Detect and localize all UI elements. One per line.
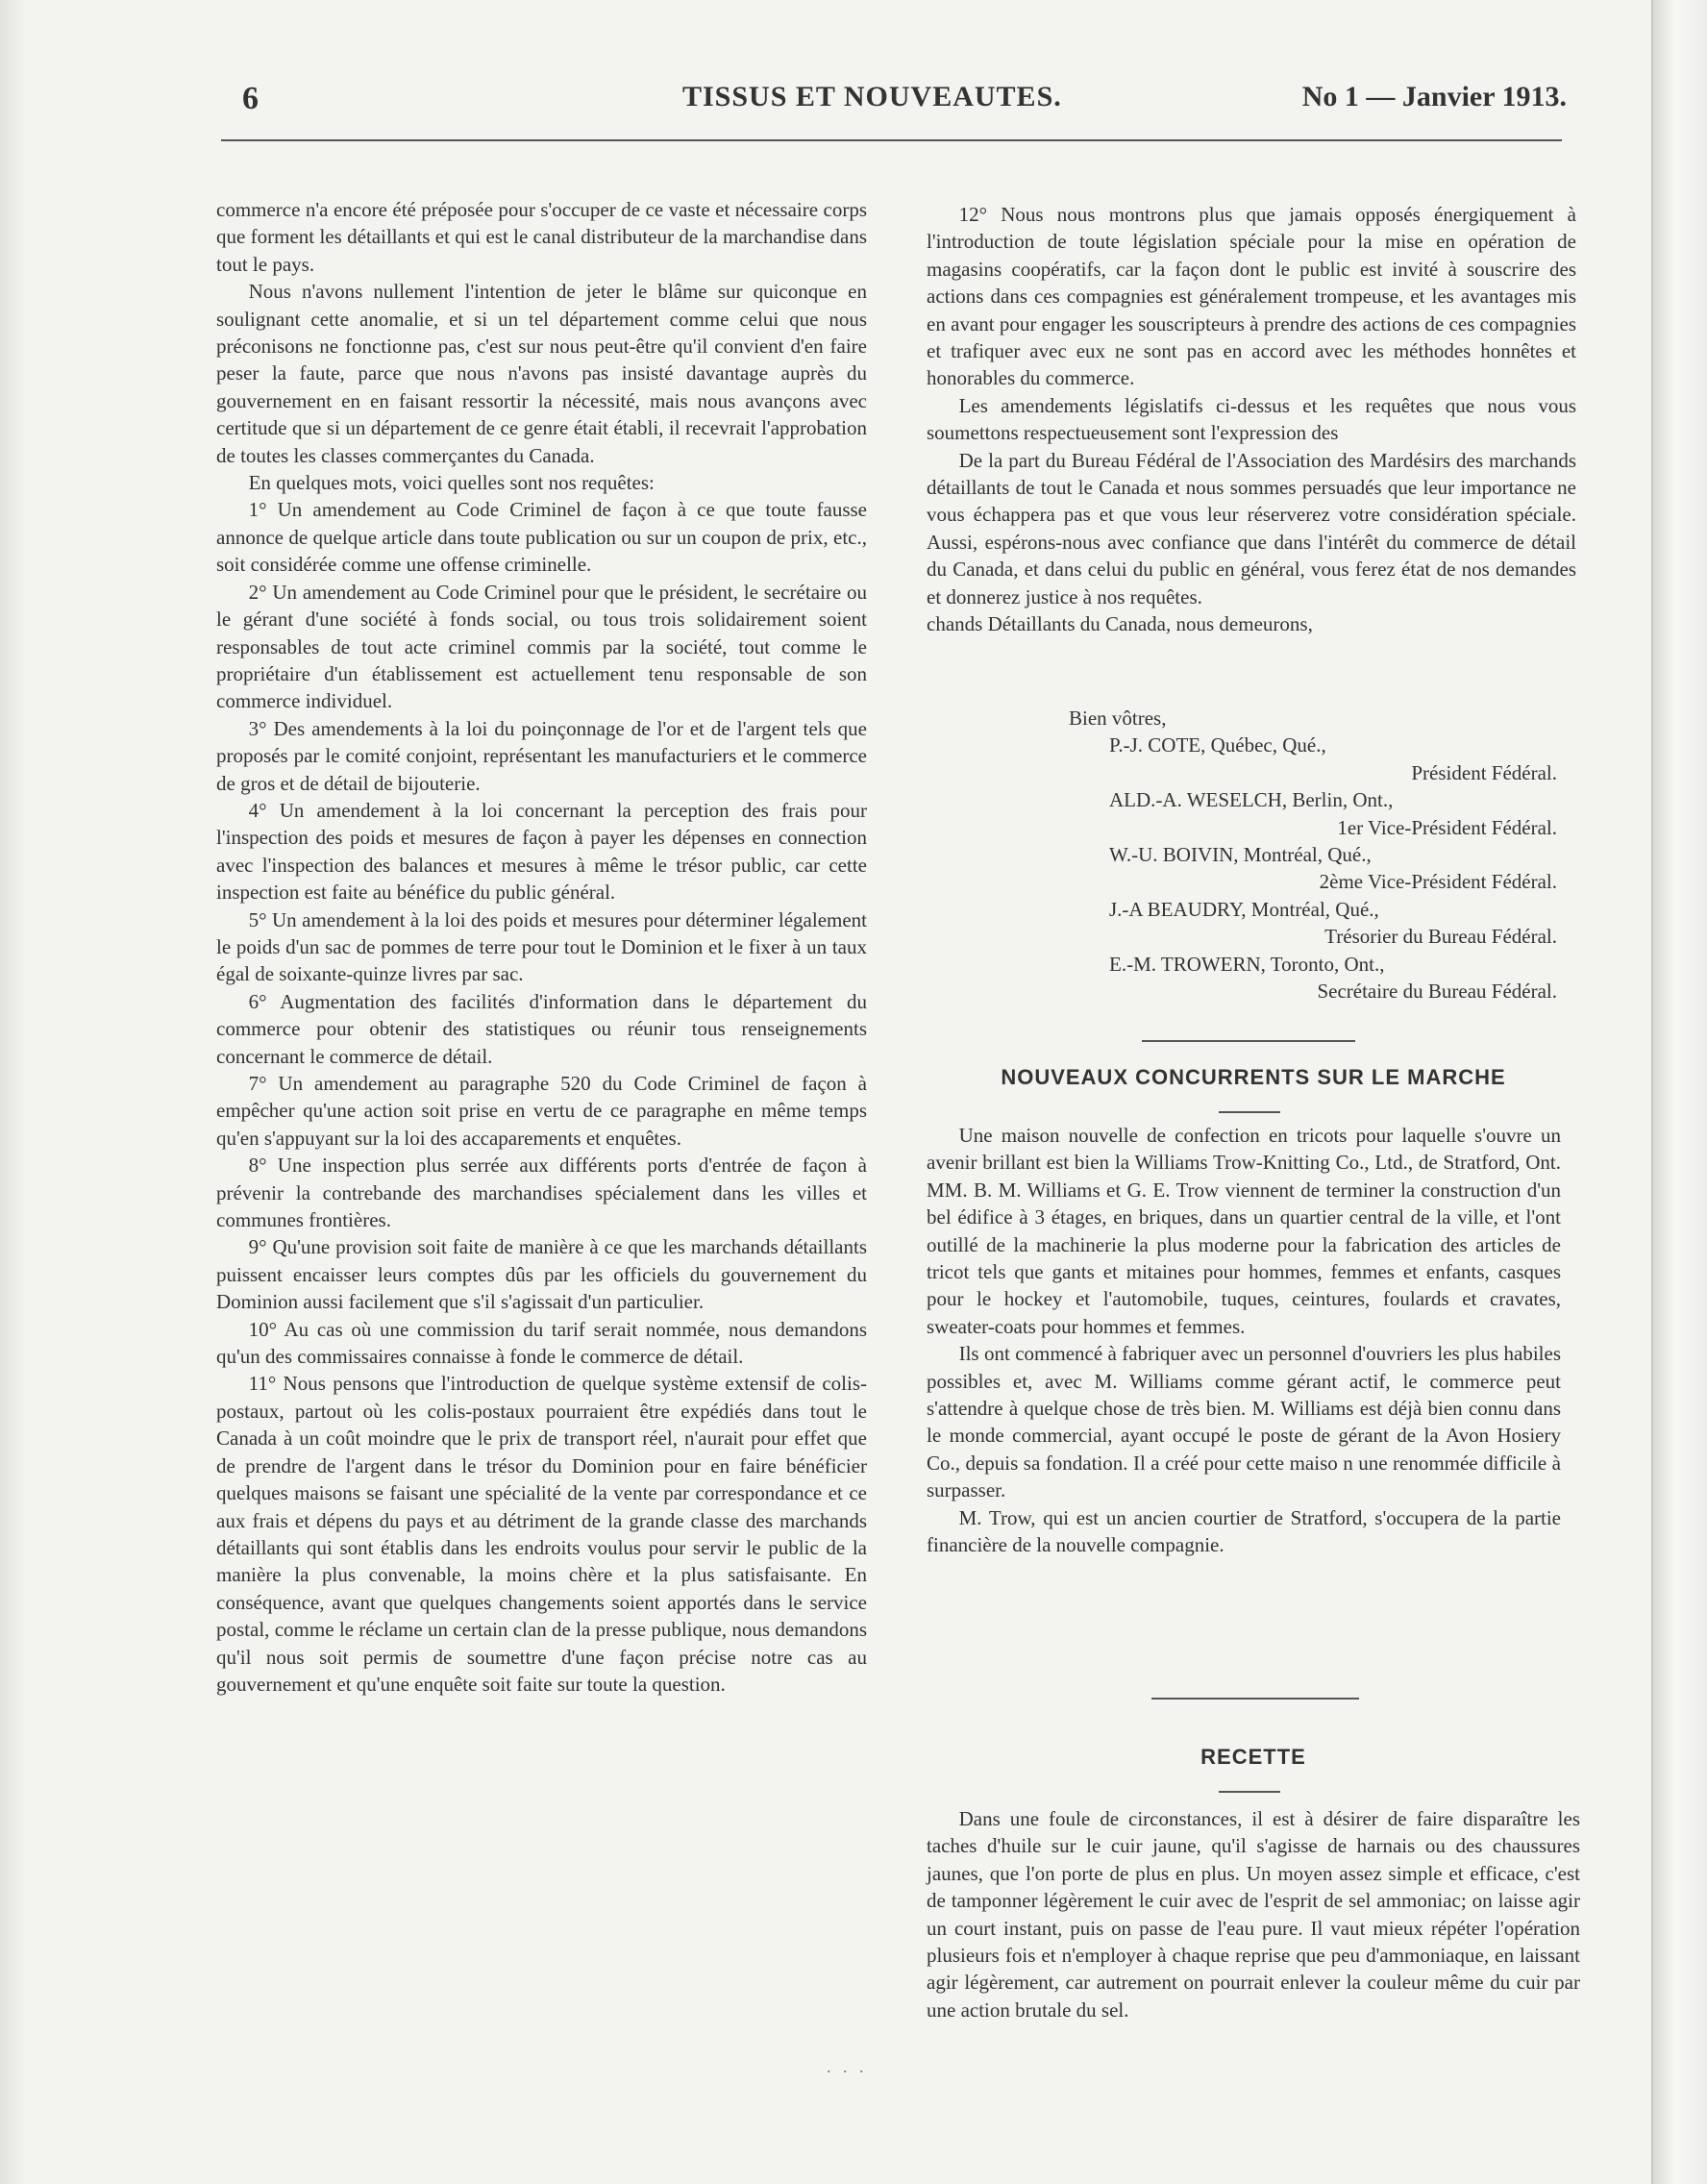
heading-underline	[1219, 1791, 1280, 1793]
issue-date: No 1 — Janvier 1913.	[1301, 81, 1567, 112]
right-column-letter	[927, 201, 1576, 638]
heading-recette: RECETTE	[1200, 1745, 1306, 1769]
paragraph: Ils ont commencé à fabriquer avec un personnel d'ouvriers les plus habiles possibles et, avec M. Williams comme gérant actif, le commerce peut s'attendre à quelque chose de très bien. M. Williams est déjà bien connu dans le monde commercial, ayant occupé le poste de gérant de la Avon Hosiery Co., depuis sa fondation. Il a créé pour cette maiso n une renommée difficile à surpasser.	[927, 1342, 1561, 1502]
paragraph: 2° Un amendement au Code Criminel pour que le président, le secrétaire ou le gérant d'une société à fonds social, ou tous trois solidairement soient responsables de tout acte criminel commis par la société, tout comme le propriétaire d'un établissement est actuellement tenu responsable de son commerce individuel.	[216, 580, 867, 713]
paragraph: Les amendements législatifs ci-dessus et les requêtes que nous vous soumettons respectueusement sont l'expression des	[927, 393, 1576, 445]
page-edge-right	[1651, 0, 1707, 2184]
signatory-title: Trésorier du Bureau Fédéral.	[1324, 925, 1557, 949]
print-specks: . . .	[827, 2057, 868, 2076]
signatory-name: J.-A BEAUDRY, Montréal, Qué.,	[1109, 897, 1379, 921]
signatory-title: Président Fédéral.	[1411, 760, 1557, 784]
paragraph: 3° Des amendements à la loi du poinçonnage de l'or et de l'argent tels que proposés par le comité conjoint, représentant les manufacturiers et le commerce de gros et de détail de bijouterie.	[216, 716, 867, 795]
closing-line: Bien vôtres,	[1069, 707, 1167, 730]
paragraph: Une maison nouvelle de confection en tricots pour laquelle s'ouvre un avenir brillant est bien la Williams Trow-Knitting Co., Ltd., de Stratford, Ont. MM. B. M. Williams et G. E. Trow viennent de terminer la construction d'un bel édifice à 3 étages, en briques, dans un quartier central de la ville, et l'ont outillé de la machinerie la plus moderne pour la fabrication des articles de tricot tels que gants et mitaines pour hommes, femmes et enfants, casques pour le hockey et l'automobile, tuques, ceintures, foulards et cravates, sweater-coats pour hommes et femmes.	[927, 1124, 1561, 1338]
heading-nouveaux-concurrents: NOUVEAUX CONCURRENTS SUR LE MARCHE	[1001, 1065, 1506, 1089]
paragraph: commerce n'a encore été préposée pour s'occuper de ce vaste et nécessaire corps que forment les détaillants et qui est le canal distributeur de la marchandise dans tout le pays.	[216, 198, 867, 276]
signature-block	[927, 705, 1576, 1005]
paragraph: En quelques mots, voici quelles sont nos requêtes:	[248, 471, 655, 495]
paragraph: 5° Un amendement à la loi des poids et mesures pour déterminer légalement le poids d'un sac de pommes de terre pour tout le Dominion et le fixer à un taux égal de soixante-quinze livres par sac.	[216, 907, 867, 986]
paragraph: Dans une foule de circonstances, il est à désirer de faire disparaître les taches d'huile sur le cuir jaune, qu'il s'agisse de harnais ou des chaussures jaunes, que l'on porte de plus en plus. Un moyen assez simple et efficace, c'est de tamponner légèrement le cuir avec de l'esprit de sel ammoniac; on laisse agir un court instant, puis on passe de l'eau pure. Il vaut mieux répéter l'opération plusieurs fois et n'employer à chaque reprise que peu d'ammoniaque, en laissant agir légèrement, car autrement on pourrait enlever la couleur même du cuir par une action brutale du sel.	[927, 1807, 1580, 2022]
paragraph: 11° Nous pensons que l'introduction de quelque système extensif de colis-postaux, partout où les colis-postaux pourraient être expédiés dans tout le Canada à un coût moindre que le prix de transport réel, n'aurait pour effet que de prendre de l'argent dans le trésor du Dominion pour en faire bénéficier quelques maisons se faisant une spécialité de la vente par correspondance et ce aux frais et dépens du pays et au détriment de la grande classe des marchands détaillants qui sont établis dans les endroits voulus pour servir le public de la manière la plus convenable, la moins chère et la plus satisfaisante. En conséquence, avant que quelques changements soient apportés dans le service postal, comme le réclame un certain clan de la presse publique, nous demandons qu'il nous soit permis de soumettre d'une façon précise notre cas au gouvernement et qu'une enquête soit faite sur toute la question.	[216, 1372, 867, 1696]
signatory-name: W.-U. BOIVIN, Montréal, Qué.,	[1109, 843, 1372, 867]
signatory-name: P.-J. COTE, Québec, Qué.,	[1109, 733, 1326, 757]
publication-title: TISSUS ET NOUVEAUTES.	[682, 81, 1062, 112]
paragraph: 9° Qu'une provision soit faite de manière à ce que les marchands détaillants puissent encaisser leurs comptes dûs par les officiels du gouvernement du Dominion aussi facilement que s'il s'agissait d'un particulier.	[216, 1235, 867, 1314]
section-divider	[1151, 1698, 1359, 1700]
paragraph: 8° Une inspection plus serrée aux différents ports d'entrée de façon à prévenir la contrebande des marchandises spécialement dans les villes et communes frontières.	[216, 1154, 867, 1232]
signatory-title: Secrétaire du Bureau Fédéral.	[1317, 980, 1557, 1004]
header-rule	[221, 139, 1562, 141]
page-edge-left	[0, 0, 25, 2184]
article-recette	[927, 1805, 1580, 2023]
paragraph: chands Détaillants du Canada, nous demeurons,	[927, 612, 1313, 636]
left-column	[216, 196, 867, 1698]
paragraph: 7° Un amendement au paragraphe 520 du Code Criminel de façon à empêcher qu'une action soit prise en vertu de ce paragraphe en même temps qu'en s'appuyant sur la loi des accaparements et enquêtes.	[216, 1072, 867, 1150]
paragraph: 10° Au cas où une commission du tarif serait nommée, nous demandons qu'un des commissaires connaisse à fonde le commerce de détail.	[216, 1317, 867, 1369]
paragraph: M. Trow, qui est un ancien courtier de Stratford, s'occupera de la partie financière de la nouvelle compagnie.	[927, 1505, 1561, 1557]
section-divider	[1142, 1040, 1355, 1042]
page-number: 6	[242, 81, 259, 116]
signatory-title: 2ème Vice-Président Fédéral.	[1319, 870, 1557, 894]
article-nouveaux-concurrents	[927, 1122, 1561, 1559]
signatory-name: E.-M. TROWERN, Toronto, Ont.,	[1109, 952, 1385, 976]
paragraph: De la part du Bureau Fédéral de l'Association des Mardésirs des marchands détaillants de tout le Canada et nous sommes persuadés que leur importance ne vous échappera pas et que vous leur réserverez votre considération spéciale. Aussi, espérons-nous avec confiance que dans l'intérêt du commerce de détail du Canada, et dans celui du public en général, vous ferez état de nos demandes et donnerez justice à nos requêtes.	[927, 448, 1576, 608]
signatory-name: ALD.-A. WESELCH, Berlin, Ont.,	[1109, 788, 1394, 812]
heading-underline	[1219, 1111, 1280, 1113]
paragraph: 4° Un amendement à la loi concernant la perception des frais pour l'inspection des poids et mesures de façon à payer les dépenses en connection avec l'inspection des balances et mesures à même le trésor public, car cette inspection est faite au bénéfice du public général.	[216, 798, 867, 905]
paragraph: 6° Augmentation des facilités d'information dans le département du commerce pour obtenir des statistiques ou réunir tous renseignements concernant le commerce de détail.	[216, 989, 867, 1068]
paragraph: Nous n'avons nullement l'intention de jeter le blâme sur quiconque en soulignant cette anomalie, et si un tel département comme celui que nous préconisons ne fonctionne pas, c'est sur nous peut-être qu'il convient d'en faire peser la faute, parce que nous n'avons pas insisté davantage auprès du gouvernement en en faisant ressortir la nécessité, mais nous avançons avec certitude que si un département de ce genre était établi, il recevrait l'approbation de toutes les classes commerçantes du Canada.	[216, 280, 867, 467]
running-header	[221, 81, 1567, 138]
signatory-title: 1er Vice-Président Fédéral.	[1337, 815, 1557, 839]
paragraph: 1° Un amendement au Code Criminel de façon à ce que toute fausse annonce de quelque article dans toute publication ou sur un coupon de prix, etc., soit considérée comme une offense criminelle.	[216, 498, 867, 577]
paragraph: 12° Nous nous montrons plus que jamais opposés énergiquement à l'introduction de toute législation spéciale pour la mise en opération de magasins coopératifs, car la façon dont le public est invité à souscrire des actions dans ces compagnies est généralement trompeuse, et les avantages mis en avant pour engager les souscripteurs à prendre des actions de ces compagnies et trafiquer avec eux ne sont pas en accord avec les méthodes honnêtes et honorables du commerce.	[927, 203, 1576, 390]
